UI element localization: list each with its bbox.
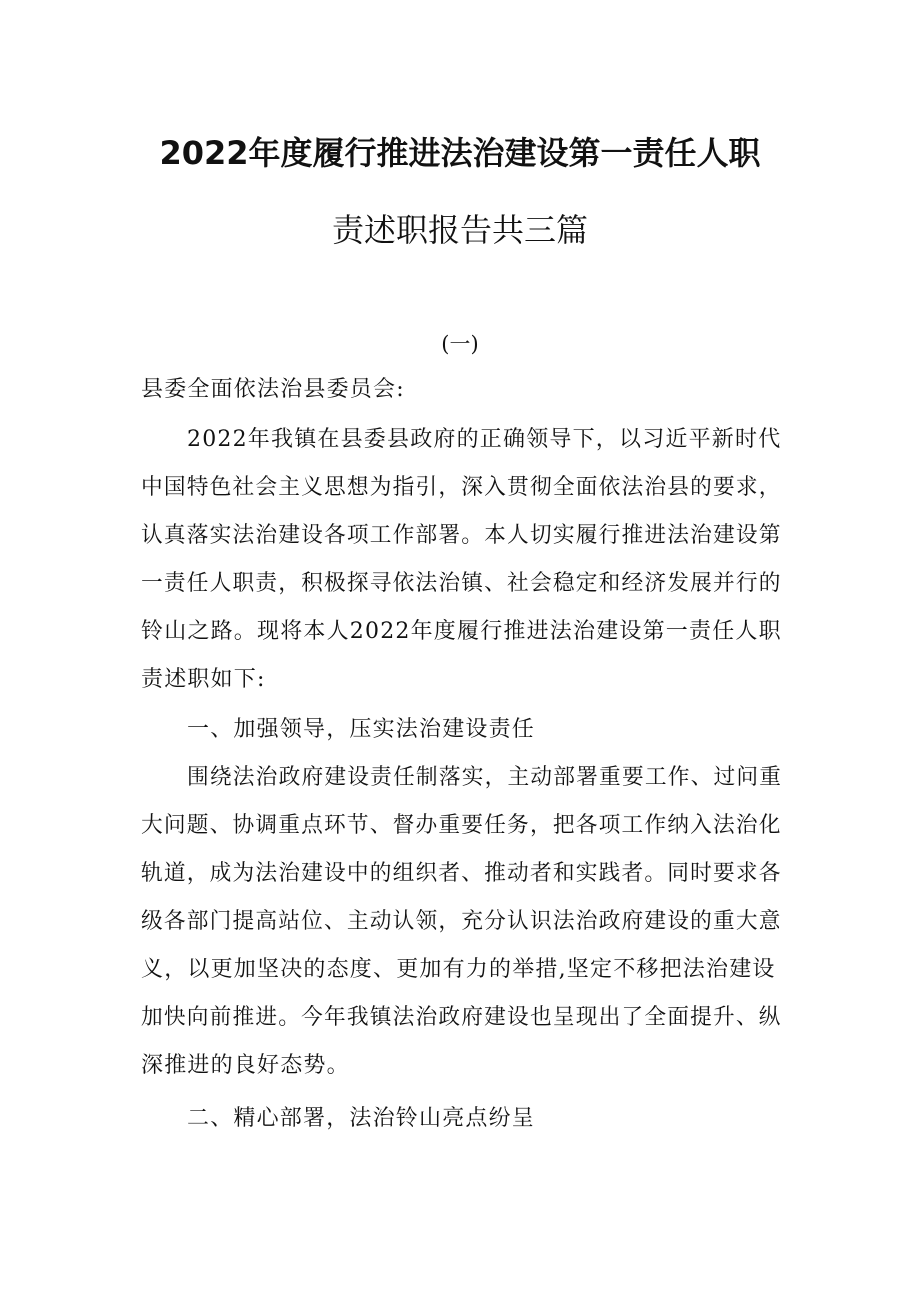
paragraph-2-line: 轨道，成为法治建设中的组织者、推动者和实践者。同时要求各 xyxy=(141,861,782,886)
document-title-line-2: 责述职报告共三篇 xyxy=(331,211,588,249)
paragraph-2-line: 级各部门提高站位、主动认领，充分认识法治政府建设的重大意 xyxy=(141,909,782,934)
paragraph-2-line: 大问题、协调重点环节、督办重要任务，把各项工作纳入法治化 xyxy=(141,813,782,838)
document-title-line-1: 2022年度履行推进法治建设第一责任人职 xyxy=(159,134,761,172)
paragraph-1-line: 责述职如下: xyxy=(141,667,266,692)
paragraph-1-line: 铃山之路。现将本人2022年度履行推进法治建设第一责任人职 xyxy=(141,619,782,644)
paragraph-2-line: 深推进的良好态势。 xyxy=(141,1053,350,1078)
paragraph-2-line: 围绕法治政府建设责任制落实，主动部署重要工作、过问重 xyxy=(187,765,783,790)
section-heading-1: 一、加强领导，压实法治建设责任 xyxy=(187,717,536,742)
paragraph-2-line: 加快向前推进。今年我镇法治政府建设也呈现出了全面提升、纵 xyxy=(141,1005,782,1030)
paragraph-2-line: 义，以更加坚决的态度、更加有力的举措,坚定不移把法治建设 xyxy=(141,957,776,982)
paragraph-1-line: 2022年我镇在县委县政府的正确领导下，以习近平新时代 xyxy=(187,427,782,452)
paragraph-1-line: 一责任人职责，积极探寻依法治镇、社会稳定和经济发展并行的 xyxy=(141,571,782,596)
paragraph-1-line: 中国特色社会主义思想为指引，深入贯彻全面依法治县的要求， xyxy=(141,475,782,500)
section-heading-2: 二、精心部署，法治铃山亮点纷呈 xyxy=(187,1106,536,1131)
section-number: (一) xyxy=(441,332,479,356)
paragraph-1-line: 认真落实法治建设各项工作部署。本人切实履行推进法治建设第 xyxy=(141,523,782,548)
salutation: 县委全面依法治县委员会: xyxy=(141,377,405,402)
